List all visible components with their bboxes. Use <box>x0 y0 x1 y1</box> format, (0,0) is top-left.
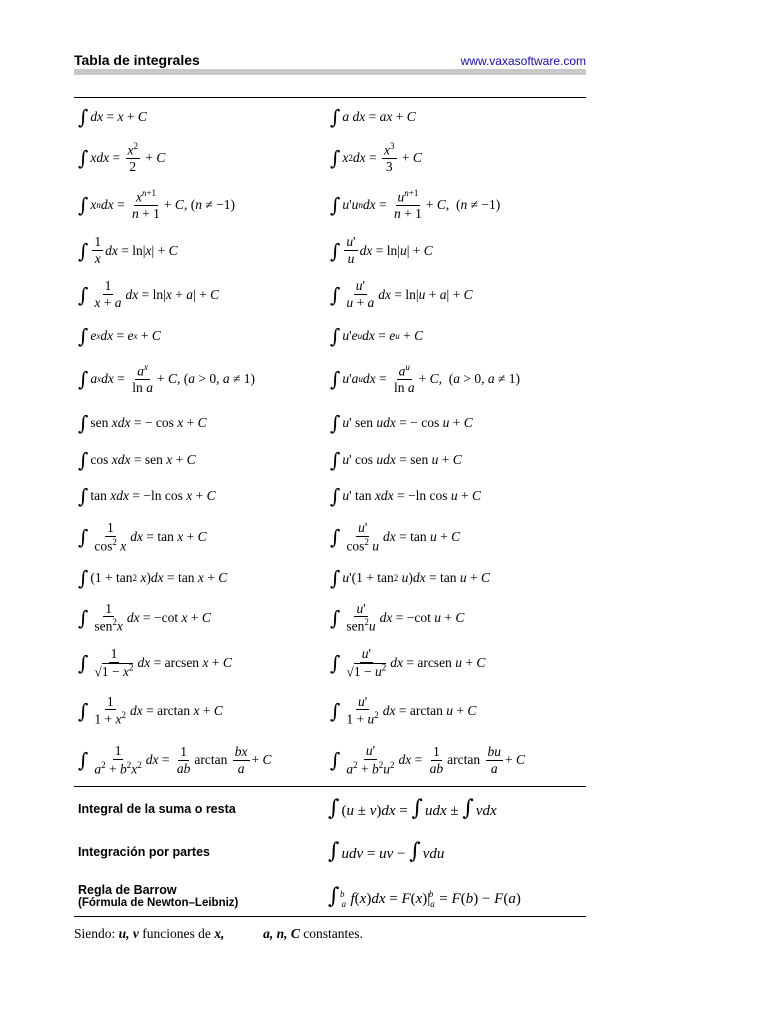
bottom-rule <box>74 916 586 917</box>
formula-row <box>74 317 586 354</box>
formula-row <box>74 596 586 639</box>
formula-left: ∫ (1 + tan 2 x ) dx = tan x + C <box>78 565 228 590</box>
footer-prefix: Siendo: <box>74 926 116 941</box>
formula-table <box>74 98 586 786</box>
formula-row <box>74 272 586 317</box>
formula-left: ∫ $\frac{1}{\cos^2 x}$ dx = tan x + C <box>78 520 207 554</box>
formula-right: ∫ $\frac{u'}{sen^2u}$ dx = −cot u + C <box>330 600 465 634</box>
rule-formula: ∫ $_a^b$ $f(x)dx = F(x)|_a^b = F(b) - F(a)$ <box>328 883 521 909</box>
rule-label-main: Regla de Barrow <box>78 883 177 897</box>
formula-left: ∫ tan xdx = −ln cos x + C <box>78 484 216 508</box>
formula-right: ∫ u ' a u dx = $\frac{a^u}{\text{ln a}}$ + C , ( a > 0, a ≠ 1) <box>330 362 521 396</box>
formula-left: ∫ $\frac{1}{a^2 + b^2x^2}$ dx = $\frac{1}{ab}$ arctan $\frac{bx}{a}$ + C <box>78 743 272 777</box>
formula-right: ∫ $\frac{u'}{a^2 + b^2u^2}$ dx = $\frac{1}{ab}$ arctan $\frac{bu}{a}$ + C <box>330 743 526 777</box>
rule-label: Integración por partes <box>78 844 210 859</box>
formula-left: ∫ x n dx = $\frac{x^{n+1}}{n + 1}$ + C , ( n ≠ −1) <box>78 188 235 222</box>
formula-row <box>74 477 586 515</box>
formula-left: ∫ a x dx = $\frac{a^x}{\text{ln a}}$ + C , ( a > 0, a ≠ 1) <box>78 362 255 396</box>
rule-formula: ∫ (u ± v)dx = ∫ udx ± ∫ vdx <box>328 796 497 821</box>
formula-left: ∫ $\frac{1}{sen^2x}$ dx = −cot x + C <box>78 600 211 634</box>
formula-right: ∫ x 2 dx = $\frac{x^3}{3}$ + C <box>330 141 422 175</box>
footer-note <box>74 926 363 942</box>
page-header <box>74 52 586 70</box>
rule-row <box>74 873 586 919</box>
footer-suffix: constantes. <box>303 926 363 941</box>
footer-mid: funciones de <box>142 926 211 941</box>
formula-right: ∫ $\frac{u'}{u + a}$ dx = ln| u + a | + C <box>330 278 473 310</box>
formula-row <box>74 354 586 404</box>
formula-row <box>74 515 586 559</box>
rule-row <box>74 830 586 873</box>
footer-consts: a, n, C <box>263 926 300 941</box>
formula-left: ∫ e x dx = e x + C <box>78 323 161 348</box>
formula-right: ∫ u ' cos udx = sen u + C <box>330 447 462 472</box>
formula-right: ∫ $\frac{u'}{u}$ dx = ln| u | + C <box>330 234 433 266</box>
formula-row <box>74 687 586 734</box>
formula-right: ∫ u ' sen udx = − cos u + C <box>330 411 473 435</box>
formula-right: ∫ a dx = ax + C <box>330 104 416 129</box>
formula-left: ∫ $\frac{1}{x + a}$ dx = ln| x + a | + C <box>78 278 220 310</box>
header-divider-bar <box>74 69 586 75</box>
formula-right: ∫ u ' u n dx = $\frac{u^{n+1}}{n + 1}$ + C , ( n ≠ −1) <box>330 188 501 222</box>
formula-right: ∫ $\frac{u'}{\cos^2 u}$ dx = tan u + C <box>330 520 461 554</box>
rule-label <box>74 883 328 909</box>
formula-row <box>74 734 586 786</box>
footer-vars: u, v <box>118 926 139 941</box>
formula-right: ∫ u '(1 + tan 2 u ) dx = tan u + C <box>330 565 490 590</box>
formula-left: ∫ sen xdx = − cos x + C <box>78 411 207 435</box>
formula-left: ∫ xdx = $\frac{x^2}{2}$ + C <box>78 141 166 175</box>
formula-left: ∫ dx = x + C <box>78 104 147 129</box>
formula-left: ∫ $\frac{1}{√1 - x^2}$ dx = arcsen x + C <box>78 646 232 680</box>
formula-left: ∫ $\frac{1}{1 + x^2}$ dx = arctan x + C <box>78 693 223 727</box>
rule-formula: ∫ udv = uv − ∫ vdu <box>328 839 445 864</box>
rule-sublabel: (Fórmula de Newton–Leibniz) <box>78 897 239 909</box>
rule-row <box>74 787 586 830</box>
formula-left: ∫ $\frac{1}{x}$ dx = ln| x | + C <box>78 234 178 266</box>
formula-row <box>74 229 586 272</box>
formula-left: ∫ cos xdx = sen x + C <box>78 447 196 472</box>
formula-row <box>74 404 586 442</box>
website-link[interactable]: www.vaxasoftware.com <box>460 54 586 68</box>
formula-right: ∫ u ' tan xdx = −ln cos u + C <box>330 484 481 508</box>
formula-row <box>74 181 586 229</box>
formula-row <box>74 442 586 477</box>
formula-row <box>74 639 586 687</box>
formula-row <box>74 98 586 135</box>
rule-label: Integral de la suma o resta <box>78 801 236 816</box>
footer-x: x, <box>214 926 225 941</box>
formula-right: ∫ u ' e u dx = e u + C <box>330 323 424 348</box>
formula-row <box>74 135 586 181</box>
formula-right: ∫ $\frac{u'}{1 + u^2}$ dx = arctan u + C <box>330 693 477 727</box>
formula-row <box>74 559 586 596</box>
rules-section <box>74 787 586 919</box>
formula-right: ∫ $\frac{u'}{√1 - u^2}$ dx = arcsen u + C <box>330 646 486 680</box>
page-title: Tabla de integrales <box>74 52 200 68</box>
